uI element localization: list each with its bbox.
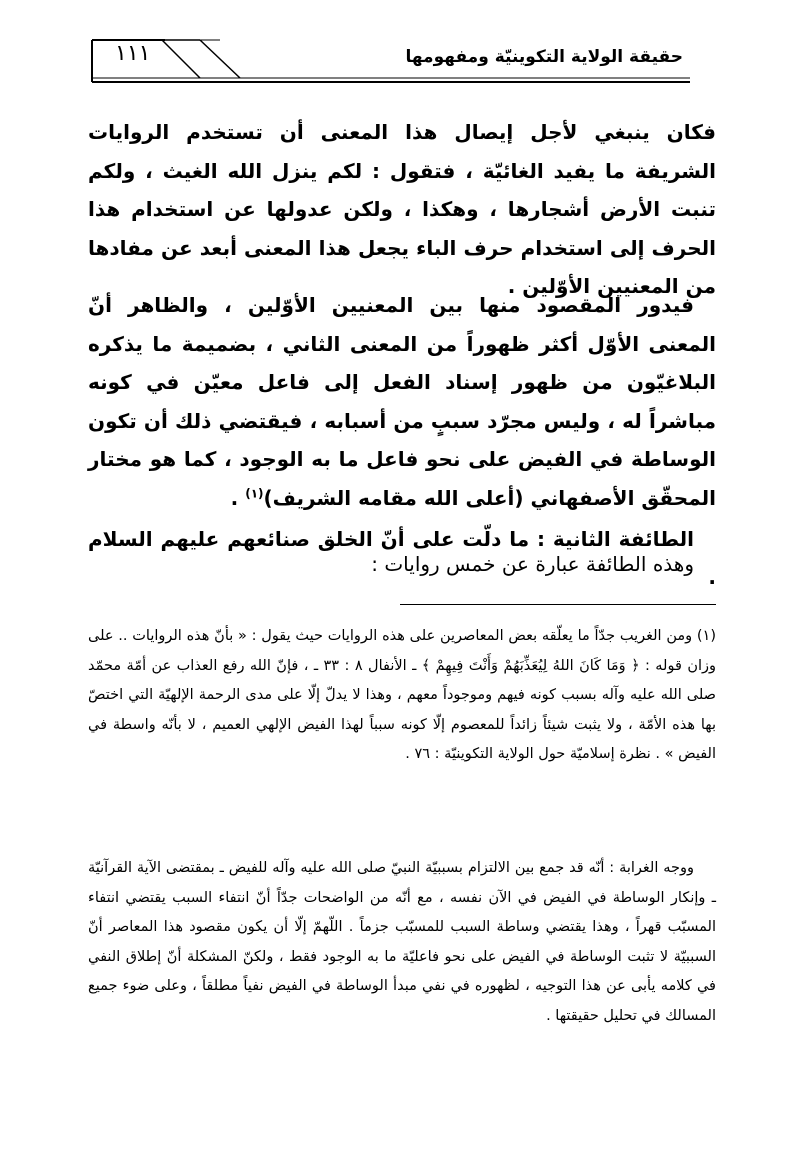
footnote-separator xyxy=(400,604,716,605)
footnote-1-continuation: ووجه الغرابة : أنّه قد جمع بين الالتزام بسببيّة النبيّ صلى الله عليه وآله للفيض ـ بمقتضى الآية القرآنيّة ـ وإنكار الوساطة في الفيض في الآن نفسه ، مع أنّه من الواضحات جدّاً أنّ انتفاء السبب يقتضي انتفاء المسبّب قهراً ، وهذا يقتضي وساطة السبب للمسبّب جزماً . اللّهمّ إلّا أن يكون مقصود هذا المعاصر أنّ السببيّة لا تثبت الوساطة في الفيض على نحو فاعليّة ما به الوجود فقط ، ولكنّ المشكلة أنّ إطلاق النفي في كلامه يأبى عن هذا التوجيه ، لظهوره في نفي مبدأ الوساطة في الفيض نفياً مطلقاً ، وعلى ضوء جميع المسالك في تحليل حقيقتها . xyxy=(88,860,716,1024)
section-heading: الطائفة الثانية : ما دلّت على أنّ الخلق صنائعهم عليهم السلام . xyxy=(88,527,716,589)
paragraph-2-end: . xyxy=(230,485,246,510)
paragraph-2-text: فيدور المقصود منها بين المعنيين الأوّلين ، والظاهر أنّ المعنى الأوّل أكثر ظهوراً من المعنى الثاني ، بضميمة ما يذكره البلاغيّون من ظهور إسناد الفعل إلى فاعل معيّن في كونه مباشراً له ، وليس مجرّد سببٍ من أسبابه ، فيقتضي ذلك أن تكون الوساطة في الفيض على نحو فاعل ما به الوجود ، كما هو مختار المحقّق الأصفهاني (أعلى الله مقامه الشريف) xyxy=(88,293,716,510)
page-number: ١١١ xyxy=(115,41,151,66)
footnote-1: (١) ومن الغريب جدّاً ما يعلّقه بعض المعاصرين على هذه الروايات حيث يقول : « بأنّ هذه الروايات .. على وزان قوله : ﴿ وَمَا كَانَ اللهُ لِيُعَذِّبَهُمْ وَأَنْتَ فِيهِمْ ﴾ ـ الأنفال ٨ : ٣٣ ـ ، فإنّ الله رفع العذاب عن أمّة محمّد صلى الله عليه وآله بسبب كونه فيهم وموجوداً معهم ، وهذا لا يدلّ إلّا على مدى الرحمة الإلهيّة التي اختصّ بها هذه الأمّة ، ولا يثبت شيئاً زائداً للمعصوم إلّا كونه سبباً لهذا الفيض الإلهي العميم ، لا بأنّه واسطة في الفيض » . نظرة إسلاميّة حول الولاية التكوينيّة : ٧٦ . xyxy=(88,628,716,762)
paragraph-1: فكان ينبغي لأجل إيصال هذا المعنى أن تستخدم الروايات الشريفة ما يفيد الغائيّة ، فتقول : لكم ينزل الله الغيث ، ولكم تنبت الأرض أشجارها ، وهكذا ، ولكن عدولها عن استخدام هذا الحرف إلى استخدام حرف الباء يجعل هذا المعنى أبعد عن مفادها من المعنيين الأوّلين . xyxy=(88,120,716,298)
paragraph-3: وهذه الطائفة عبارة عن خمس روايات : xyxy=(371,552,694,576)
footnote-marker[interactable]: (١) xyxy=(245,485,264,500)
running-header-title: حقيقة الولاية التكوينيّة ومفهومها xyxy=(405,47,683,67)
paragraph-2 xyxy=(88,286,716,517)
